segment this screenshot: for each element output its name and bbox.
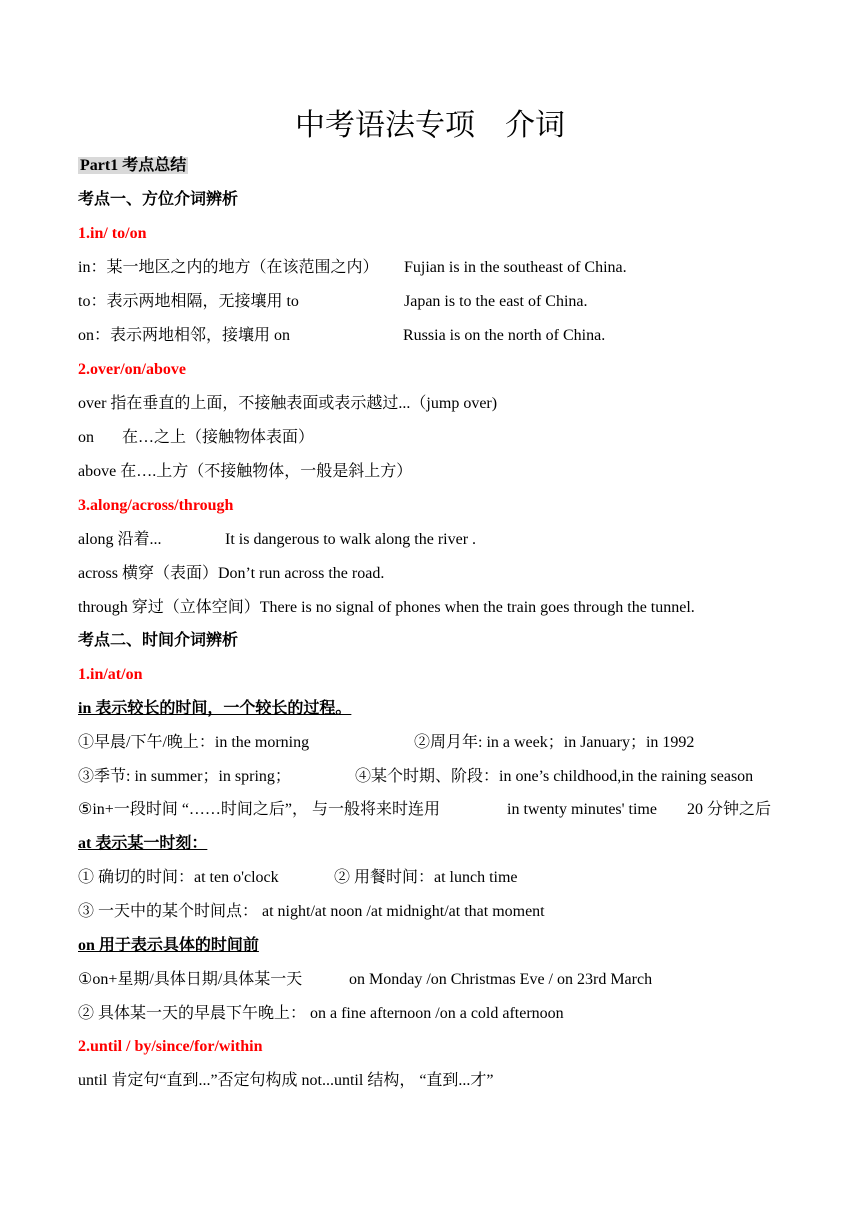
- line-along-desc: along 沿着...: [78, 531, 162, 548]
- in-time-heading: in 表示较长的时间，一个较长的过程。: [78, 700, 352, 717]
- at-time-line-2: ③ 一天中的某个时间点： at night/at noon /at midnight/at that moment: [78, 903, 545, 920]
- part1-label: Part1 考点总结: [80, 157, 187, 174]
- subheading-until-by-since-for-within: 2.until / by/since/for/within: [78, 1038, 263, 1055]
- on-time-line-2: ② 具体某一天的早晨下午晚上： on a fine afternoon /on a cold afternoon: [78, 1005, 564, 1022]
- line-to-region-desc: to：表示两地相隔，无接壤用 to: [78, 293, 299, 310]
- part1-heading: [78, 155, 188, 177]
- in-time-period: ④某个时期、阶段：in one’s childhood,in the raining season: [355, 768, 754, 785]
- line-on-surface-desc: 在…之上（接触物体表面）: [122, 429, 315, 446]
- line-in-region-desc: in：某一地区之内的地方（在该范围之内）: [78, 259, 379, 276]
- in-time-season: ③季节: in summer；in spring；: [78, 768, 291, 785]
- at-time-heading: at 表示某一时刻：: [78, 835, 208, 852]
- line-above: above 在….上方（不接触物体，一般是斜上方）: [78, 463, 413, 480]
- in-time-duration-translation: 20 分钟之后: [687, 801, 772, 818]
- line-through: through 穿过（立体空间）There is no signal of phones when the train goes through the tunnel.: [78, 599, 695, 616]
- line-on-region-example: Russia is on the north of China.: [403, 327, 606, 344]
- section-heading-location: 考点一、方位介词辨析: [78, 191, 239, 208]
- subheading-in-at-on: 1.in/at/on: [78, 666, 143, 683]
- line-on-region-desc: on：表示两地相邻，接壤用 on: [78, 327, 291, 344]
- subheading-in-to-on: 1.in/ to/on: [78, 225, 147, 242]
- line-over: over 指在垂直的上面，不接触表面或表示越过...（jump over): [78, 395, 498, 412]
- line-across: across 横穿（表面）Don’t run across the road.: [78, 565, 385, 582]
- line-to-region-example: Japan is to the east of China.: [404, 293, 588, 310]
- on-time-day-example: on Monday /on Christmas Eve / on 23rd March: [349, 971, 653, 988]
- on-time-day: ①on+星期/具体日期/具体某一天: [78, 971, 303, 988]
- section-heading-time: 考点二、时间介词辨析: [78, 632, 239, 649]
- at-time-meal: ② 用餐时间：at lunch time: [334, 869, 518, 886]
- in-time-morning: ①早晨/下午/晚上：in the morning: [78, 734, 310, 751]
- page-title: 中考语法专项 介词: [295, 108, 565, 143]
- in-time-duration-example: in twenty minutes' time: [507, 801, 657, 818]
- in-time-week-month-year: ②周月年: in a week；in January；in 1992: [414, 734, 695, 751]
- subheading-along-across-through: 3.along/across/through: [78, 497, 234, 514]
- on-time-heading: on 用于表示具体的时间前: [78, 937, 259, 954]
- in-time-duration-desc: ⑤in+一段时间 “……时间之后”， 与一般将来时连用: [78, 801, 441, 818]
- at-time-exact: ① 确切的时间：at ten o'clock: [78, 869, 279, 886]
- subheading-over-on-above: 2.over/on/above: [78, 361, 186, 378]
- line-on-surface-word: on: [78, 429, 94, 446]
- line-in-region-example: Fujian is in the southeast of China.: [404, 259, 627, 276]
- line-until: until 肯定句“直到...”否定句构成 not...until 结构， “直到...才”: [78, 1072, 494, 1089]
- line-along-example: It is dangerous to walk along the river .: [225, 531, 477, 548]
